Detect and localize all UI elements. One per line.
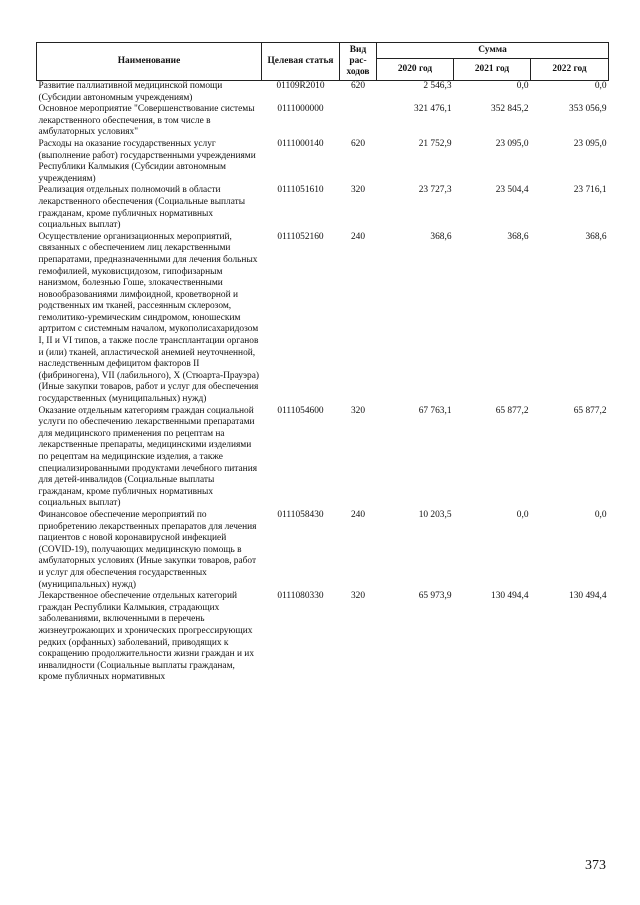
header-year-2020: 2020 год (377, 59, 454, 81)
row-code: 0111052160 (277, 231, 324, 242)
table-header (37, 43, 609, 81)
row-name: Реализация отдельных полномочий в области лекарственного обеспечения (Социальные выплаты гражданам, кроме публичных нормативных социальных выплат) (38, 185, 246, 231)
row-code: 0111051610 (277, 185, 324, 196)
row-name: Расходы на оказание государственных услуг (выполнение работ) государственными учреждениями Республики Калмыкия (Субсидии автономным учреждениям) (38, 138, 256, 184)
page-number: 373 (585, 858, 606, 873)
row-2020: 23 727,3 (418, 185, 452, 196)
row-2022: 353 056,9 (569, 104, 607, 115)
row-type: 620 (350, 138, 366, 149)
row-type: 240 (350, 509, 366, 520)
row-2022: 0,0 (594, 509, 607, 520)
row-2021: 368,6 (507, 231, 529, 242)
row-code: 0111054600 (277, 405, 324, 416)
row-2022: 130 494,4 (569, 591, 607, 602)
row-2020: 67 763,1 (418, 405, 452, 416)
row-2021: 23 095,0 (495, 138, 529, 149)
table-row (37, 406, 609, 510)
row-2022: 368,6 (585, 231, 607, 242)
table-row (37, 510, 609, 591)
header-code: Целевая статья (262, 43, 340, 81)
row-name: Развитие паллиативной медицинской помощи (Субсидии автономным учреждениям) (38, 81, 223, 103)
table-row (37, 104, 609, 139)
row-code: 0111058430 (277, 509, 324, 520)
row-2020: 368,6 (430, 231, 452, 242)
header-sum: Сумма (377, 43, 609, 59)
row-2021: 0,0 (516, 81, 529, 91)
table-row (37, 81, 609, 105)
table-row (37, 185, 609, 231)
table-row (37, 232, 609, 406)
row-name: Основное мероприятие "Совершенствование системы лекарственного обеспечения, в том числе в амбулаторных условиях" (38, 104, 255, 138)
row-2022: 23 716,1 (573, 185, 607, 196)
table-row (37, 591, 609, 684)
row-2021: 23 504,4 (495, 185, 529, 196)
row-code: 0111080330 (277, 591, 324, 602)
row-type: 320 (350, 405, 366, 416)
row-2022: 65 877,2 (573, 405, 607, 416)
row-2021: 0,0 (516, 509, 529, 520)
row-name: Оказание отдельным категориям граждан социальной услуги по обеспечению лекарственными препаратами для медицинского применения по рецептам на лекарственные препараты, медицинскими изделиями по рецептам на медицинские изделия, а также специализированными продуктами лечебного питания для детей-инвалидов (Социальные выплаты гражданам, кроме публичных нормативных социальных выплат) (38, 405, 258, 509)
table-row (37, 139, 609, 185)
row-type: 240 (350, 231, 366, 242)
row-2021: 130 494,4 (491, 591, 529, 602)
row-code: 0111000000 (277, 104, 324, 115)
row-name: Осуществление организационных мероприятий, связанных с обеспечением лиц лекарственными препаратами, предназначенными для лечения больных гемофилией, муковисцидозом, гипофизарным нанизмом, болезнью Гоше, злокачественными новообразованиями лимфоидной, кроветворной и родственных им тканей, рассеянным склерозом, гемолитико-уремическим синдромом, юношеским артритом с системным началом, мукополисахаридозом I, II и VI типов, а также после трансплантации органов и (или) тканей, апластической анемией неуточненной, наследственным дефицитом факторов II (фибриногена), VII (лабильного), X (Стюарта-Прауэра) (Иные закупки товаров, работ и услуг для обеспечения государственных (муниципальных) нужд) (38, 231, 259, 405)
row-2022: 0,0 (594, 81, 607, 91)
row-code: 01109R2010 (276, 81, 325, 91)
row-type: 320 (350, 591, 366, 602)
row-type: 320 (350, 185, 366, 196)
row-2021: 65 877,2 (495, 405, 529, 416)
header-type: Вид рас-ходов (340, 43, 377, 81)
row-2020: 21 752,9 (418, 138, 452, 149)
row-name: Лекарственное обеспечение отдельных категорий граждан Республики Калмыкия, страдающих заболеваниями, включенными в перечень жизнеугрожающих и хронических прогрессирующих редких (орфанных) заболеваний, приводящих к сокращению продолжительности жизни граждан и их инвалидности (Социальные выплаты гражданам, кроме публичных нормативных (38, 591, 255, 683)
budget-table (36, 42, 609, 684)
row-name: Финансовое обеспечение мероприятий по приобретению лекарственных препаратов для лечения пациентов с новой коронавирусной инфекцией (COVID-19), получающих медицинскую помощь в амбулаторных условиях (Иные закупки товаров, работ и услуг для обеспечения государственных (муниципальных) нужд) (38, 509, 257, 590)
row-2020: 321 476,1 (414, 104, 452, 115)
header-year-2022: 2022 год (531, 59, 609, 81)
row-type (340, 104, 377, 139)
header-year-2021: 2021 год (454, 59, 531, 81)
row-2021: 352 845,2 (491, 104, 529, 115)
row-2020: 10 203,5 (418, 509, 452, 520)
row-type: 620 (350, 81, 366, 91)
row-2022: 23 095,0 (573, 138, 607, 149)
row-2020: 2 546,3 (423, 81, 452, 91)
header-name: Наименование (37, 43, 262, 81)
row-2020: 65 973,9 (418, 591, 452, 602)
row-code: 0111000140 (277, 138, 324, 149)
